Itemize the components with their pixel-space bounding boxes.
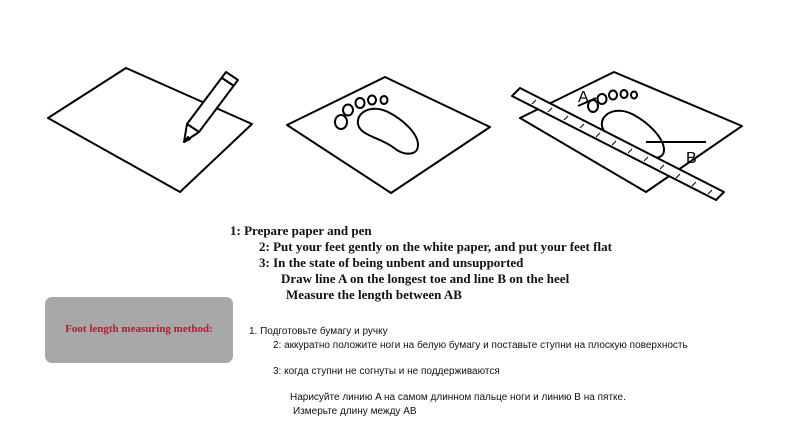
label-a: A	[578, 89, 589, 106]
step-en-2: 2: Put your feet gently on the white paper, and put your feet flat	[259, 239, 612, 254]
paper-sheet	[520, 72, 742, 192]
method-badge-label: Foot length measuring method:	[65, 323, 213, 335]
step-en-3: 3: In the state of being unbent and unsupported	[259, 255, 524, 270]
step-ru-3: 3: когда ступни не согнуты и не поддерживаются	[273, 366, 500, 377]
step-ru-1: 1. Подготовьте бумагу и ручку	[249, 326, 388, 337]
panel-measure	[512, 72, 742, 200]
step-ru-2: 2: аккуратно положите ноги на белую бумагу и поставьте ступни на плоскую поверхность	[273, 340, 688, 351]
step-en-4: Draw line A on the longest toe and line B on the heel	[281, 271, 570, 286]
label-b: B	[686, 150, 697, 167]
step-en-1: 1: Prepare paper and pen	[230, 223, 372, 238]
step-en-5: Measure the length between AB	[286, 287, 462, 302]
method-badge	[45, 297, 233, 363]
panel-paper-pen	[48, 68, 252, 192]
paper-sheet	[287, 77, 490, 193]
step-ru-4: Нарисуйте линию A на самом длинном пальце ноги и линию B на пятке.	[290, 392, 626, 403]
panel-foot-on-paper	[287, 77, 490, 193]
step-ru-5: Измерьте длину между AB	[293, 406, 417, 417]
